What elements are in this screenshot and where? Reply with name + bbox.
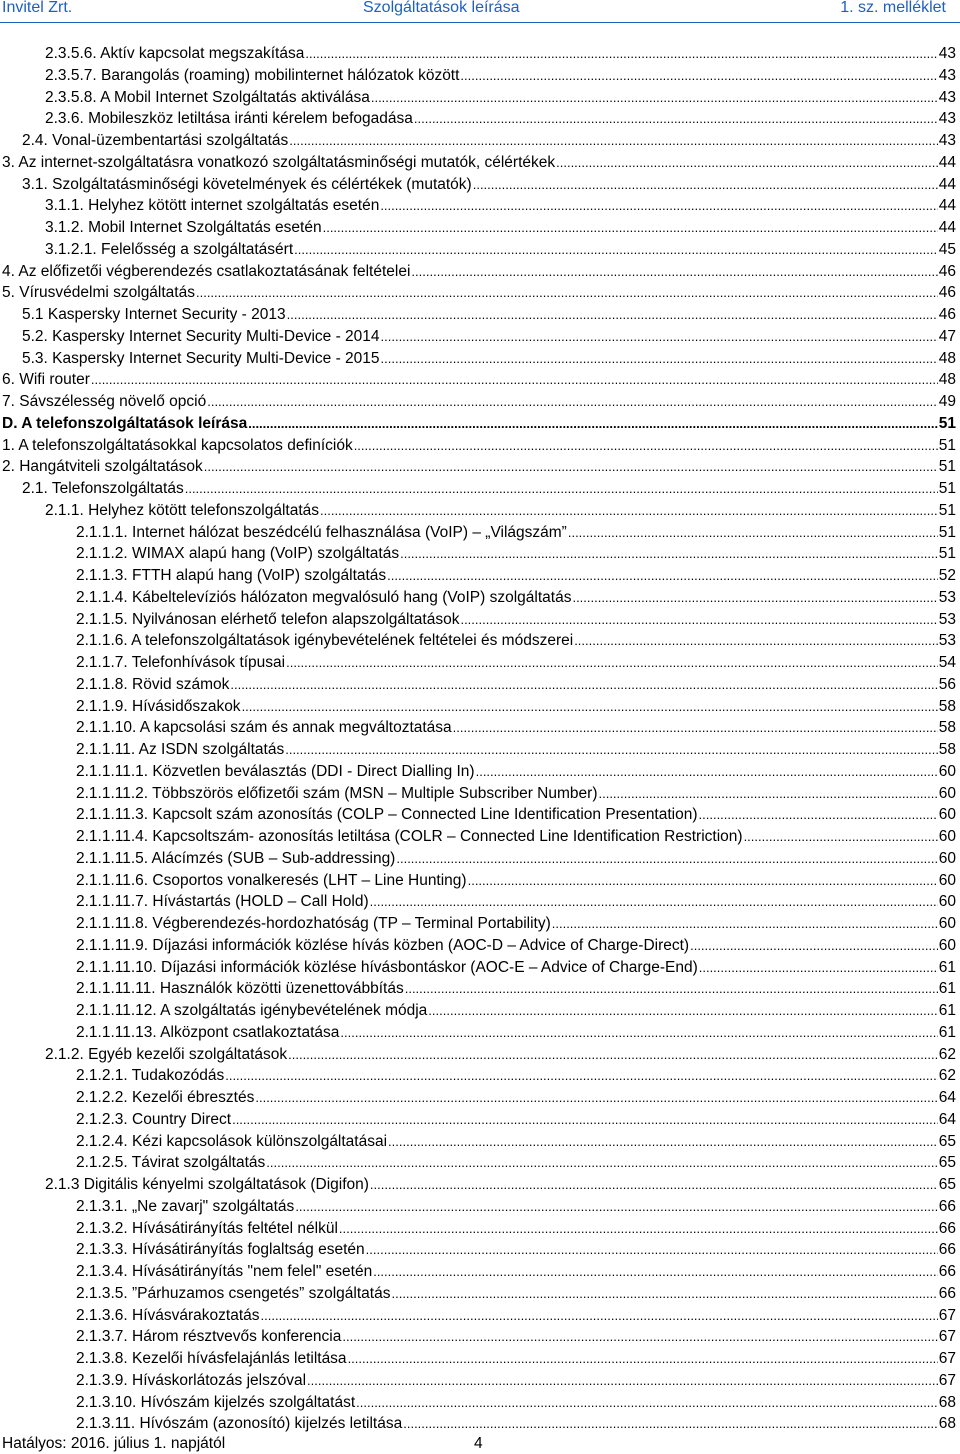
toc-entry-page: 60 [938,806,956,824]
toc-entry-page: 43 [938,45,956,62]
toc-entry-page: 67 [938,1371,956,1389]
toc-entry[interactable] [76,762,956,782]
toc-dot-leader [232,1110,938,1130]
toc-entry-page: 51 [938,458,956,476]
toc-entry-page: 66 [938,1284,956,1302]
toc-entry[interactable] [45,196,956,216]
toc-entry[interactable] [76,1001,956,1021]
toc-entry[interactable] [76,1197,956,1217]
toc-entry-title: 2.1.1.2. WIMAX alapú hang (VoIP) szolgáltatás [76,545,400,563]
toc-entry[interactable] [2,414,956,434]
toc-entry-title: 2.3.5.7. Barangolás (roaming) mobilinternet hálózatok között [45,66,460,84]
toc-dot-leader [699,958,938,978]
toc-entry[interactable] [22,131,956,151]
toc-dot-leader [468,871,938,891]
toc-entry[interactable] [76,610,956,630]
toc-entry-page: 67 [938,1328,956,1346]
toc-entry[interactable] [76,1066,956,1086]
toc-entry-title: 2.1.3.9. Híváskorlátozás jelszóval [76,1371,307,1389]
toc-dot-leader [414,109,938,129]
toc-dot-leader [287,305,938,325]
toc-entry[interactable] [2,283,956,303]
toc-entry[interactable] [76,784,956,804]
toc-entry-page: 64 [938,1089,956,1106]
toc-entry-page: 43 [938,110,956,128]
header-divider [0,22,960,23]
toc-entry-title: 2.1.1.6. A telefonszolgáltatások igénybevételének feltételei és módszerei [76,632,574,650]
toc-entry-page: 54 [938,654,956,671]
toc-dot-leader [370,1175,938,1195]
toc-entry-title: 2.1.1.11.1. Közvetlen beválasztás (DDI - Direct Dialling In) [76,762,475,780]
toc-dot-leader [248,414,938,434]
toc-dot-leader [196,283,938,303]
toc-entry-page: 66 [938,1241,956,1259]
toc-entry-page: 60 [938,893,956,911]
toc-entry-title: 2.1.3.7. Három résztvevős konferencia [76,1328,342,1346]
toc-entry-page: 51 [938,480,956,497]
toc-entry[interactable] [76,1088,956,1108]
toc-entry-title: 2.1.1.11.2. Többszörös előfizetői szám (MSN – Multiple Subscriber Number) [76,784,598,802]
toc-dot-leader [381,327,938,347]
toc-entry-title: 2.1.2.3. Country Direct [76,1110,232,1128]
toc-entry[interactable] [76,697,956,717]
toc-entry[interactable] [76,958,956,978]
toc-entry-page: 67 [938,1350,956,1367]
toc-entry[interactable] [76,914,956,934]
toc-dot-leader [428,1001,937,1021]
toc-entry-page: 53 [938,632,956,650]
toc-entry-page: 46 [938,306,956,323]
toc-entry-title: 6. Wifi router [2,371,90,389]
footer-page-number: 4 [474,1435,483,1452]
toc-entry-title: 2.1.2.2. Kezelői ébresztés [76,1089,255,1106]
toc-dot-leader [381,349,938,369]
toc-dot-leader [476,762,938,782]
toc-entry-title: 5.2. Kaspersky Internet Security Multi-Device - 2014 [22,327,380,345]
toc-entry-title: 2.3.5.8. A Mobil Internet Szolgáltatás aktiválása [45,88,370,106]
toc-dot-leader [371,88,938,108]
toc-entry-title: 2.1. Telefonszolgáltatás [22,480,184,497]
toc-dot-leader [744,827,938,847]
toc-entry[interactable] [76,805,956,825]
toc-entry-title: 2.1.1.5. Nyilvánosan elérhető telefon alapszolgáltatások [76,610,460,628]
toc-entry-title: 2.1.2.1. Tudakozódás [76,1067,225,1085]
toc-entry[interactable] [76,1393,956,1413]
toc-dot-leader [339,1219,938,1239]
toc-entry[interactable] [76,1153,956,1173]
toc-entry[interactable] [76,1132,956,1152]
toc-entry-page: 51 [938,501,956,519]
toc-entry[interactable] [2,262,956,282]
toc-entry[interactable] [76,1349,956,1369]
toc-entry[interactable] [2,153,956,173]
toc-dot-leader [572,588,937,608]
toc-entry-page: 44 [938,153,956,171]
toc-entry[interactable] [76,740,956,760]
toc-entry-title: 2.1.1.11.3. Kapcsolt szám azonosítás (COLP – Connected Line Identification Presentation) [76,806,698,824]
toc-entry[interactable] [76,936,956,956]
toc-dot-leader [405,979,938,999]
toc-dot-leader [91,370,938,390]
toc-entry[interactable] [2,370,956,390]
toc-entry[interactable] [45,501,956,521]
toc-entry-page: 44 [938,197,956,215]
toc-entry[interactable] [45,1045,956,1065]
toc-entry-page: 45 [938,240,956,258]
toc-entry-title: 1. A telefonszolgáltatásokkal kapcsolatos definíciók [2,436,353,454]
toc-entry-title: 2.1.1.11.7. Hívástartás (HOLD – Call Hold) [76,893,369,911]
toc-dot-leader [342,1327,937,1347]
toc-entry[interactable] [76,523,956,543]
toc-entry-page: 68 [938,1393,956,1411]
toc-entry[interactable] [76,653,956,673]
toc-entry[interactable] [76,1306,956,1326]
toc-dot-leader [307,1371,938,1391]
toc-entry-page: 66 [938,1263,956,1280]
toc-entry-title: 2.1.1.11.5. Alácímzés (SUB – Sub-addressing) [76,849,396,867]
toc-entry[interactable] [2,436,956,456]
toc-entry-page: 61 [938,980,956,998]
toc-entry[interactable] [45,109,956,129]
toc-entry-page: 48 [938,371,956,389]
toc-entry[interactable] [22,327,956,347]
toc-entry[interactable] [76,631,956,651]
toc-entry-title: 4. Az előfizetői végberendezés csatlakoztatásának feltételei [2,262,411,280]
toc-entry-page: 65 [938,1154,956,1172]
toc-entry[interactable] [76,1023,956,1043]
toc-dot-leader [288,1045,938,1065]
toc-entry-title: 2.1.3.6. Hívásvárakoztatás [76,1306,260,1324]
toc-entry-page: 44 [938,175,956,193]
toc-entry-page: 60 [938,871,956,889]
toc-entry-title: 2.1.3.4. Hívásátirányítás "nem felel" esetén [76,1263,373,1280]
toc-entry-page: 60 [938,936,956,954]
toc-entry-title: 3.1.2.1. Felelősség a szolgáltatásért [45,240,294,258]
toc-entry-title: 2.1.1.11.11. Használók közötti üzenettovábbítás [76,980,404,998]
toc-entry-page: 60 [938,784,956,802]
toc-entry-title: 7. Sávszélesség növelő opció [2,393,207,410]
toc-dot-leader [255,1088,937,1108]
toc-entry-page: 62 [938,1067,956,1085]
toc-dot-leader [207,392,938,412]
toc-entry-page: 58 [938,697,956,715]
toc-dot-leader [295,1197,937,1217]
toc-entry[interactable] [76,588,956,608]
toc-entry[interactable] [76,1110,956,1130]
toc-dot-leader [460,610,937,630]
toc-entry[interactable] [22,349,956,369]
toc-entry-page: 61 [938,1023,956,1041]
toc-entry-title: 3. Az internet-szolgáltatásra vonatkozó szolgáltatásminőségi mutatók, célértékek [2,153,556,171]
toc-entry[interactable] [45,44,956,64]
toc-dot-leader [285,740,938,760]
toc-dot-leader [320,501,938,521]
toc-entry-page: 64 [938,1110,956,1128]
toc-dot-leader [204,457,938,477]
toc-entry[interactable] [45,1175,956,1195]
toc-entry-page: 62 [938,1045,956,1063]
toc-dot-leader [598,784,937,804]
toc-dot-leader [340,1023,937,1043]
toc-entry-title: 2.3.6. Mobileszköz letiltása iránti kérelem befogadása [45,110,413,128]
toc-entry-page: 58 [938,741,956,758]
toc-entry-page: 51 [938,414,956,432]
toc-entry-page: 48 [938,349,956,367]
toc-entry-title: 2.1.2. Egyéb kezelői szolgáltatások [45,1045,288,1063]
toc-dot-leader [460,66,937,86]
toc-dot-leader [400,544,938,564]
toc-dot-leader [305,44,937,64]
toc-entry[interactable] [76,1327,956,1347]
toc-entry-title: 2.1.1. Helyhez kötött telefonszolgáltatás [45,501,319,519]
header-company: Invitel Zrt. [2,0,73,16]
toc-entry-title: 2.1.1.1. Internet hálózat beszédcélú felhasználása (VoIP) – „Világszám” [76,523,567,541]
toc-entry-title: 2.1.3.11. Hívószám (azonosító) kijelzés letiltása [76,1415,403,1433]
toc-dot-leader [354,436,938,456]
toc-dot-leader [348,1349,938,1369]
toc-dot-leader [453,718,938,738]
toc-entry-title: D. A telefonszolgáltatások leírása [2,414,248,432]
toc-entry-title: 2.1.3.3. Hívásátirányítás foglaltság esetén [76,1241,365,1259]
toc-entry-title: 3.1.1. Helyhez kötött internet szolgáltatás esetén [45,197,380,215]
toc-dot-leader [387,566,938,586]
toc-entry-page: 61 [938,1002,956,1019]
toc-dot-leader [411,262,937,282]
toc-entry[interactable] [76,892,956,912]
toc-dot-leader [261,1306,938,1326]
toc-dot-leader [556,153,938,173]
toc-entry-page: 60 [938,915,956,932]
toc-entry-title: 5. Vírusvédelmi szolgáltatás [2,284,195,302]
toc-entry[interactable] [76,544,956,564]
footer-effective-date: Hatályos: 2016. július 1. napjától [2,1435,226,1452]
page-footer [0,1434,960,1454]
toc-entry[interactable] [76,1219,956,1239]
toc-entry[interactable] [76,718,956,738]
toc-dot-leader [323,218,938,238]
toc-entry-page: 58 [938,719,956,737]
toc-entry-title: 2.1.3.8. Kezelői hívásfelajánlás letiltása [76,1350,347,1367]
toc-dot-leader [473,175,938,195]
toc-entry[interactable] [22,479,956,499]
toc-entry-page: 66 [938,1219,956,1237]
page-header [0,0,960,22]
toc-entry-page: 46 [938,284,956,302]
toc-entry-title: 3.1. Szolgáltatásminőségi követelmények és célértékek (mutatók) [22,175,472,193]
toc-entry-title: 2.1.1.11. Az ISDN szolgáltatás [76,741,285,758]
toc-entry-title: 2.1.1.8. Rövid számok [76,675,230,693]
toc-entry[interactable] [45,218,956,238]
toc-entry[interactable] [76,566,956,586]
toc-dot-leader [266,1153,937,1173]
toc-dot-leader [185,479,938,499]
toc-entry-page: 60 [938,849,956,867]
toc-entry-title: 2.1.1.11.8. Végberendezés-hordozhatóság (TP – Terminal Portability) [76,915,551,932]
toc-dot-leader [225,1066,938,1086]
toc-entry-title: 2.1.1.4. Kábeltelevíziós hálózaton megvalósuló hang (VoIP) szolgáltatás [76,588,572,606]
toc-entry-title: 2.1.1.11.12. A szolgáltatás igénybevételének módja [76,1002,428,1019]
toc-entry-page: 65 [938,1132,956,1150]
toc-entry-title: 2.1.3.10. Hívószám kijelzés szolgáltatást [76,1393,356,1411]
toc-entry-page: 44 [938,219,956,236]
toc-entry[interactable] [76,979,956,999]
toc-entry[interactable] [76,871,956,891]
toc-entry-page: 60 [938,828,956,845]
toc-entry-title: 2.1.1.11.6. Csoportos vonalkeresés (LHT – Line Hunting) [76,871,467,889]
toc-entry-title: 2.1.3.1. „Ne zavarj" szolgáltatás [76,1197,295,1215]
toc-entry-title: 2.1.1.9. Hívásidőszakok [76,697,241,715]
toc-entry-page: 61 [938,958,956,976]
toc-dot-leader [289,131,938,151]
toc-entry-title: 2.3.5.6. Aktív kapcsolat megszakítása [45,45,305,62]
toc-entry-page: 52 [938,567,956,584]
toc-entry-page: 67 [938,1306,956,1324]
toc-entry[interactable] [45,66,956,86]
toc-entry-page: 53 [938,588,956,606]
toc-entry-title: 2.1.1.11.13. Alközpont csatlakoztatása [76,1023,340,1041]
toc-dot-leader [388,1132,938,1152]
toc-entry[interactable] [22,305,956,325]
toc-entry[interactable] [2,392,956,412]
toc-entry[interactable] [76,849,956,869]
toc-entry-title: 2.1.1.7. Telefonhívások típusai [76,654,286,671]
toc-dot-leader [699,805,938,825]
toc-dot-leader [373,1262,938,1282]
toc-dot-leader [294,240,938,260]
toc-entry-title: 2. Hangátviteli szolgáltatások [2,458,203,476]
header-annex: 1. sz. melléklet [840,0,946,16]
toc-entry[interactable] [76,1371,956,1391]
toc-entry[interactable] [76,675,956,695]
toc-entry-page: 43 [938,132,956,149]
toc-entry[interactable] [45,88,956,108]
toc-dot-leader [396,849,937,869]
toc-dot-leader [403,1414,938,1434]
toc-entry-page: 43 [938,66,956,84]
toc-entry-title: 2.1.1.11.4. Kapcsoltszám- azonosítás letiltása (COLR – Connected Line Identification Restriction) [76,828,743,845]
header-title: Szolgáltatások leírása [363,0,520,16]
toc-entry-title: 3.1.2. Mobil Internet Szolgáltatás esetén [45,219,322,236]
toc-entry[interactable] [76,827,956,847]
toc-entry-page: 65 [938,1176,956,1193]
toc-entry-page: 60 [938,762,956,780]
toc-entry-title: 2.1.1.3. FTTH alapú hang (VoIP) szolgáltatás [76,567,387,584]
toc-entry[interactable] [76,1240,956,1260]
toc-entry-title: 2.1.1.11.10. Díjazási információk közlése hívásbontáskor (AOC-E – Advice of Charge-End) [76,958,698,976]
toc-entry-page: 56 [938,675,956,693]
toc-dot-leader [380,196,937,216]
toc-dot-leader [690,936,938,956]
toc-entry-page: 47 [938,327,956,345]
toc-entry[interactable] [76,1284,956,1304]
toc-entry-page: 49 [938,393,956,410]
toc-entry-page: 51 [938,436,956,454]
toc-dot-leader [391,1284,937,1304]
toc-entry[interactable] [76,1262,956,1282]
toc-entry-title: 2.1.2.4. Kézi kapcsolások különszolgáltatásai [76,1132,388,1150]
toc-dot-leader [568,523,938,543]
toc-entry[interactable] [22,175,956,195]
toc-entry[interactable] [76,1414,956,1434]
toc-entry-title: 2.1.3.2. Hívásátirányítás feltétel nélkül [76,1219,338,1237]
toc-entry-page: 51 [938,545,956,563]
toc-dot-leader [230,675,937,695]
toc-dot-leader [574,631,938,651]
toc-dot-leader [552,914,938,934]
toc-entry-title: 2.1.1.10. A kapcsolási szám és annak megváltoztatása [76,719,452,737]
toc-entry-title: 2.1.1.11.9. Díjazási információk közlése hívás közben (AOC-D – Advice of Charge-Direct) [76,936,690,954]
toc-entry-title: 2.4. Vonal-üzembentartási szolgáltatás [22,132,289,149]
toc-dot-leader [370,892,938,912]
toc-entry-title: 5.3. Kaspersky Internet Security Multi-Device - 2015 [22,349,380,367]
toc-entry-page: 53 [938,610,956,628]
toc-entry-page: 66 [938,1197,956,1215]
toc-entry-page: 68 [938,1415,956,1433]
toc-dot-leader [286,653,938,673]
toc-entry-title: 5.1 Kaspersky Internet Security - 2013 [22,306,286,323]
toc-dot-leader [366,1240,938,1260]
toc-entry[interactable] [45,240,956,260]
toc-entry-page: 46 [938,262,956,280]
toc-entry-title: 2.1.3 Digitális kényelmi szolgáltatások (Digifon) [45,1176,369,1193]
toc-dot-leader [242,697,938,717]
toc-entry-page: 43 [938,88,956,106]
toc-entry-title: 2.1.2.5. Távirat szolgáltatás [76,1154,266,1172]
toc-entry-page: 51 [938,523,956,541]
toc-entry-title: 2.1.3.5. ”Párhuzamos csengetés” szolgáltatás [76,1284,391,1302]
toc-entry[interactable] [2,457,956,477]
toc-dot-leader [356,1393,938,1413]
